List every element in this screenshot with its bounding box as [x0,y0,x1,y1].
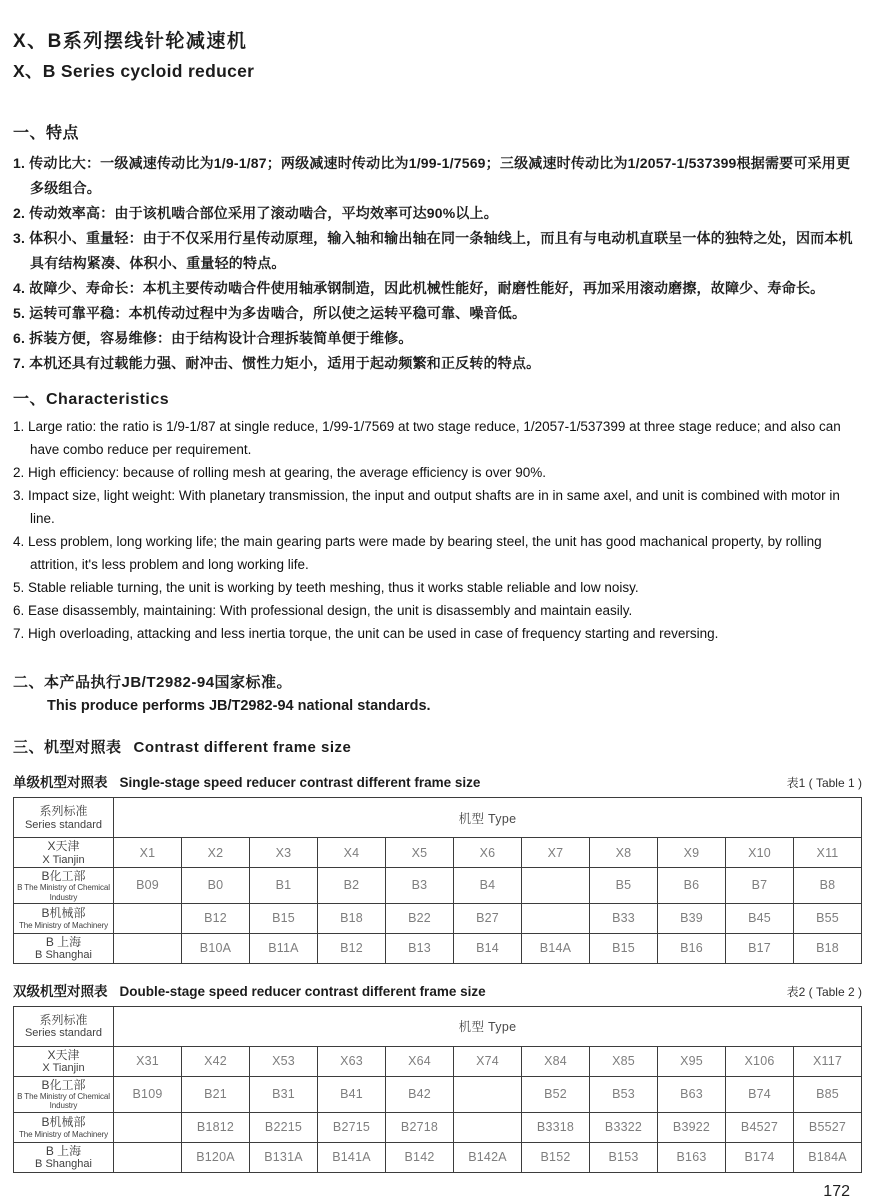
row-label-zh: B机械部 [41,906,86,921]
features-en-list [13,415,862,645]
table-cell: B42 [386,1076,454,1112]
table-cell: X53 [250,1046,318,1076]
table-cell: B14A [522,933,590,963]
table-cell: X42 [182,1046,250,1076]
table-cell: X106 [726,1046,794,1076]
table-cell: B13 [386,933,454,963]
table-cell: B3318 [522,1112,590,1142]
table-cell: B21 [182,1076,250,1112]
table-cell: B12 [318,933,386,963]
table-cell: B85 [794,1076,862,1112]
table-cell [114,1142,182,1172]
table-row-b-machinery [14,1112,862,1142]
table-cell: B33 [590,903,658,933]
row-header-b-chemical [14,868,114,904]
table-cell: X3 [250,838,318,868]
table-cell: B63 [658,1076,726,1112]
table-cell: B18 [318,903,386,933]
page-title-en: X、B Series cycloid reducer [13,61,255,81]
feature-item-en: 2. High efficiency: because of rolling mesh at gearing, the average efficiency is over 90%. [13,465,547,480]
table-row-b-shanghai [14,933,862,963]
row-label-zh: B化工部 [41,1077,86,1092]
contrast-heading-zh: 三、机型对照表 [13,739,122,756]
features-zh-list [13,151,862,376]
series-standard-en: Series standard [24,1027,103,1040]
table1-caption-zh: 单级机型对照表 [13,775,108,790]
table-cell: B09 [114,868,182,904]
series-standard-header [14,1006,114,1046]
table1-caption-row [13,771,862,791]
series-standard-zh: 系列标准 [39,804,88,819]
type-header: 机型 Type [114,1006,862,1046]
table-header-row [14,1006,862,1046]
row-label-en: X Tianjin [42,853,85,866]
row-label-en: B The Ministry of Chemical Industry [17,883,110,902]
series-standard-header [14,798,114,838]
table-row-x-tianjin [14,1046,862,1076]
table-cell: B142A [454,1142,522,1172]
table-cell: B22 [386,903,454,933]
table-cell: B7 [726,868,794,904]
standard-line-en: This produce performs JB/T2982-94 national standards. [47,698,431,714]
row-header-b-machinery [14,1112,114,1142]
table-cell: X117 [794,1046,862,1076]
table-cell: B55 [794,903,862,933]
table-cell: B109 [114,1076,182,1112]
table-cell: B39 [658,903,726,933]
row-label-en: B The Ministry of Chemical Industry [17,1092,110,1111]
table-cell: B141A [318,1142,386,1172]
table-cell: B4 [454,868,522,904]
table-row-b-machinery [14,903,862,933]
feature-item-zh: 6. 拆装方便，容易维修：由于结构设计合理拆装简单便于维修。 [13,330,413,346]
table-cell: X84 [522,1046,590,1076]
table1-tag: 表1 ( Table 1 ) [786,776,862,790]
table1-caption-en: Single-stage speed reducer contrast different frame size [119,775,481,790]
table-cell: X85 [590,1046,658,1076]
feature-item-zh: 1. 传动比大：一级减速传动比为1/9-1/87；两级减速时传动比为1/99-1/7569；三级减速时传动比为1/2057-1/537399根据需要可采用更多级组合。 [13,155,851,196]
feature-item-zh: 4. 故障少、寿命长：本机主要传动啮合件使用轴承钢制造，因此机械性能好，耐磨性能好，再加采用滚动磨擦，故障少、寿命长。 [13,280,825,296]
type-header: 机型 Type [114,798,862,838]
feature-item-zh: 2. 传动效率高：由于该机啮合部位采用了滚动啮合，平均效率可达90%以上。 [13,205,498,221]
table-header-row [14,798,862,838]
table-cell: B2 [318,868,386,904]
feature-item-zh: 5. 运转可靠平稳：本机传动过程中为多齿啮合，所以使之运转平稳可靠、噪音低。 [13,305,527,321]
table-cell: X9 [658,838,726,868]
table-cell: B3922 [658,1112,726,1142]
row-label-en: B Shanghai [35,949,92,962]
table-cell: B174 [726,1142,794,1172]
table-row-b-chemical [14,1076,862,1112]
feature-item-en: 4. Less problem, long working life; the main gearing parts were made by bearing steel, the unit has good machanical property, by rolling attrition, it's less problem and long working life. [13,534,822,572]
table-cell: B12 [182,903,250,933]
row-header-x-tianjin [14,838,114,868]
table-cell: B74 [726,1076,794,1112]
row-label-zh: X天津 [47,1048,80,1063]
row-label-en: B Shanghai [35,1158,92,1171]
table2-caption-en: Double-stage speed reducer contrast different frame size [119,983,486,999]
table-cell [522,903,590,933]
feature-item-en: 1. Large ratio: the ratio is 1/9-1/87 at single reduce, 1/99-1/7569 at two stage reduce, 1/2057-1/537399 at three stage reduce; and also can have combo reduce per requirement. [13,419,841,457]
row-label-zh: B机械部 [41,1115,86,1130]
table-cell: B6 [658,868,726,904]
page-title-zh: X、B系列摆线针轮减速机 [13,31,248,52]
feature-item-en: 3. Impact size, light weight: With planetary transmission, the input and output shafts are in in same axel, and unit is combined with motor in line. [13,488,840,526]
standard-heading-zh: 二、本产品执行JB/T2982-94国家标准。 [13,674,293,691]
table-cell: B8 [794,868,862,904]
table-cell: B152 [522,1142,590,1172]
table-cell: B11A [250,933,318,963]
table-cell: B15 [250,903,318,933]
row-label-zh: X天津 [47,839,80,854]
table-cell: B2718 [386,1112,454,1142]
table-cell [114,903,182,933]
table-cell [454,1112,522,1142]
table-cell: B2215 [250,1112,318,1142]
table-cell: X8 [590,838,658,868]
table2-caption-zh: 双级机型对照表 [13,983,108,999]
table-cell: B53 [590,1076,658,1112]
table-cell: B27 [454,903,522,933]
table-cell [114,1112,182,1142]
table2-tag: 表2 ( Table 2 ) [786,984,862,999]
feature-item-en: 5. Stable reliable turning, the unit is working by teeth meshing, thus it works stable reliable and low noisy. [13,580,639,595]
table-cell: X11 [794,838,862,868]
row-label-en: The Ministry of Machinery [18,920,109,930]
table-cell: B153 [590,1142,658,1172]
table-cell: B31 [250,1076,318,1112]
row-header-b-shanghai [14,933,114,963]
row-label-zh: B 上海 [45,1143,82,1158]
table-cell: B0 [182,868,250,904]
table-cell: B16 [658,933,726,963]
table-cell: X2 [182,838,250,868]
contrast-heading-en: Contrast different frame size [133,739,352,756]
table-cell: B15 [590,933,658,963]
features-zh-heading: 一、特点 [13,125,80,142]
table-cell: B184A [794,1142,862,1172]
table-cell: B14 [454,933,522,963]
series-standard-en: Series standard [24,818,103,831]
table-cell: X63 [318,1046,386,1076]
table-cell: X31 [114,1046,182,1076]
page-number: 172 [823,1182,850,1200]
feature-item-en: 7. High overloading, attacking and less inertia torque, the unit can be used in case of frequency starting and reversing. [13,626,719,641]
row-label-en: X Tianjin [42,1062,85,1075]
row-header-b-chemical [14,1076,114,1112]
contrast-heading [13,736,862,757]
table-cell [454,1076,522,1112]
table-cell: X7 [522,838,590,868]
table-cell: B120A [182,1142,250,1172]
features-en-heading: 一、Characteristics [13,391,170,408]
table-cell: B142 [386,1142,454,1172]
table-cell: X5 [386,838,454,868]
table-cell: X6 [454,838,522,868]
double-stage-table [13,1006,862,1173]
row-header-b-machinery [14,903,114,933]
table-cell: B18 [794,933,862,963]
table-cell: B1812 [182,1112,250,1142]
table-cell: B5 [590,868,658,904]
row-label-zh: B化工部 [41,869,86,883]
table-row-b-chemical [14,868,862,904]
table-cell: X74 [454,1046,522,1076]
table-cell: B2715 [318,1112,386,1142]
row-label-en: The Ministry of Machinery [18,1129,109,1139]
table-cell: B45 [726,903,794,933]
table-cell: B4527 [726,1112,794,1142]
table2-caption-row [13,980,862,1000]
table-cell [114,933,182,963]
table-cell [522,868,590,904]
table-cell: X95 [658,1046,726,1076]
feature-item-en: 6. Ease disassembly, maintaining: With professional design, the unit is disassembly and maintain easily. [13,603,633,618]
table-cell: X1 [114,838,182,868]
table-cell: X4 [318,838,386,868]
row-header-b-shanghai [14,1142,114,1172]
table-cell: B3322 [590,1112,658,1142]
table-cell: X10 [726,838,794,868]
table-cell: B1 [250,868,318,904]
table-cell: B17 [726,933,794,963]
table-row-b-shanghai [14,1142,862,1172]
table-cell: B5527 [794,1112,862,1142]
table-row-x-tianjin [14,838,862,868]
row-label-zh: B 上海 [45,935,82,950]
table-cell: B3 [386,868,454,904]
series-standard-zh: 系列标准 [39,1013,88,1028]
row-header-x-tianjin [14,1046,114,1076]
table-cell: X64 [386,1046,454,1076]
feature-item-zh: 7. 本机还具有过载能力强、耐冲击、惯性力矩小，适用于起动频繁和正反转的特点。 [13,355,541,371]
table-cell: B41 [318,1076,386,1112]
table-cell: B52 [522,1076,590,1112]
table-cell: B131A [250,1142,318,1172]
table-cell: B163 [658,1142,726,1172]
feature-item-zh: 3. 体积小、重量轻：由于不仅采用行星传动原理，输入轴和输出轴在同一条轴线上，而且有与电动机直联呈一体的独特之处，因而本机具有结构紧凑、体积小、重量轻的特点。 [13,230,853,271]
single-stage-table [13,797,862,964]
table-cell: B10A [182,933,250,963]
